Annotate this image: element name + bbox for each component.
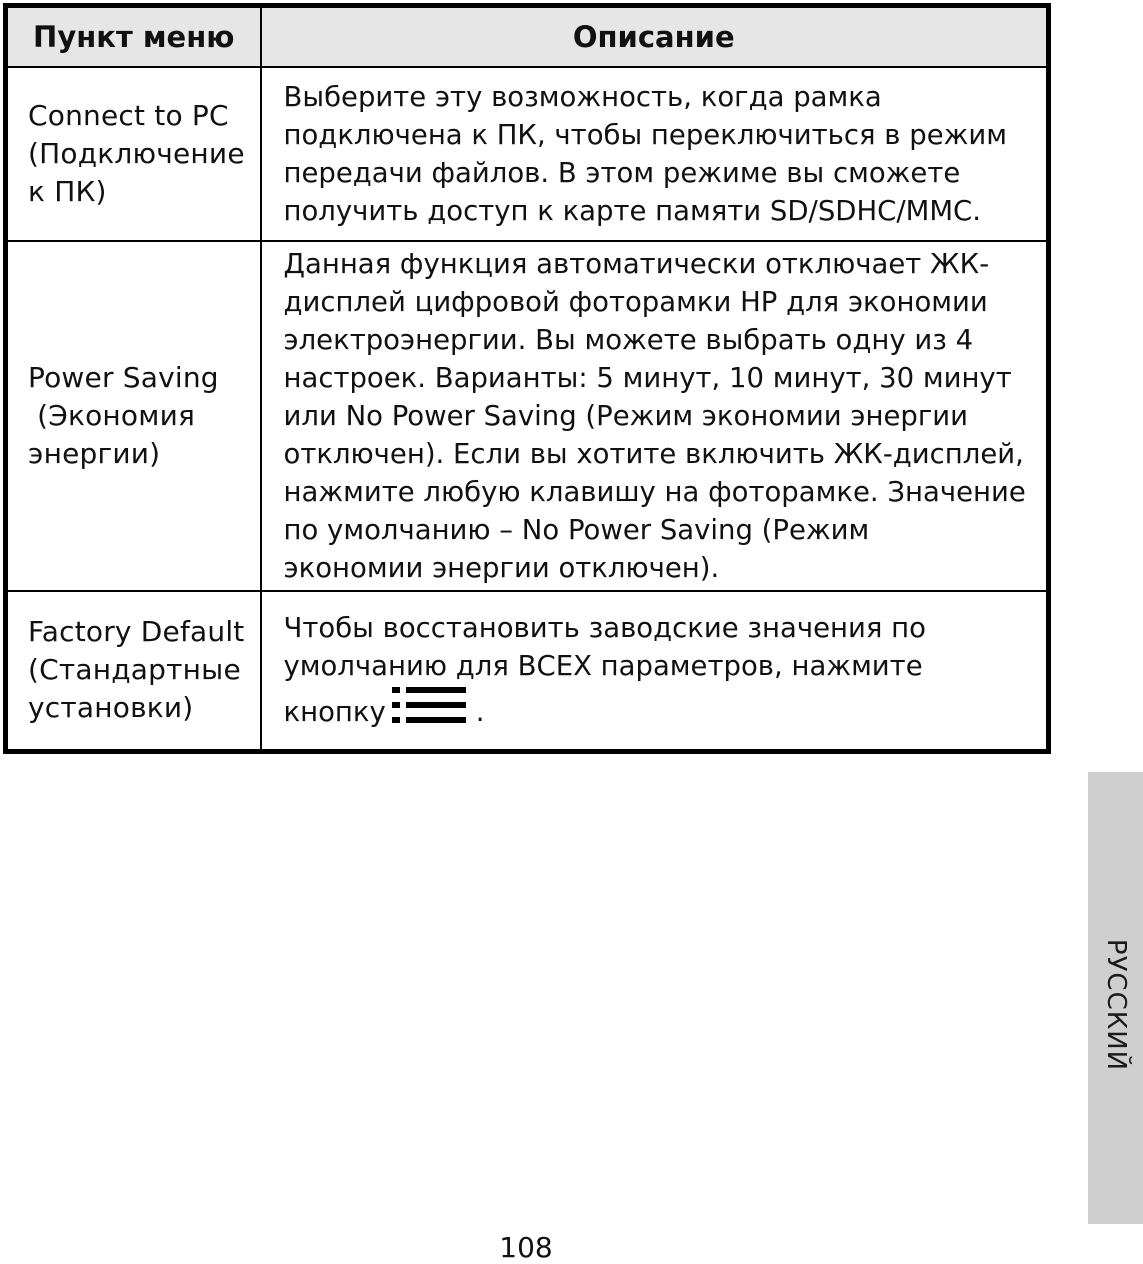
menu-item-cell xyxy=(6,67,261,242)
description-line: Чтобы восстановить заводские значения по xyxy=(283,612,926,645)
table-header-row xyxy=(6,6,1049,67)
header-menu-item: Пункт меню xyxy=(6,6,261,67)
table-row xyxy=(6,591,1049,752)
description-line: по умолчанию – No Power Saving (Режим xyxy=(283,514,870,546)
page-number: 108 xyxy=(499,1231,553,1264)
menu-item-line: к ПК) xyxy=(28,174,107,208)
menu-item-line: (Подключение xyxy=(28,136,245,170)
table-row xyxy=(6,67,1049,242)
description-cell xyxy=(261,67,1049,242)
menu-item-line: (Экономия xyxy=(28,399,196,432)
menu-item-cell xyxy=(6,591,261,752)
description-line: подключена к ПК, чтобы переключиться в режим xyxy=(283,118,1008,151)
description-cell xyxy=(261,591,1049,752)
header-description: Описание xyxy=(261,6,1049,67)
menu-item-line: Connect to PC xyxy=(28,98,229,132)
description-line: экономии энергии отключен). xyxy=(283,552,720,584)
description-line: получить доступ к карте памяти SD/SDHC/MMC. xyxy=(283,194,981,227)
description-line: Выберите эту возможность, когда рамка xyxy=(283,80,882,113)
description-line: электроэнергии. Вы можете выбрать одну из 4 xyxy=(283,324,974,356)
description-line: нажмите любую клавишу на фоторамке. Значение xyxy=(283,476,1026,508)
menu-item-cell xyxy=(6,241,261,591)
description-cell xyxy=(261,241,1049,591)
menu-items-table xyxy=(3,3,1051,754)
menu-item-line: (Стандартные xyxy=(28,653,241,687)
description-line: кнопку xyxy=(283,696,386,729)
description-line: передачи файлов. В этом режиме вы сможете xyxy=(283,156,961,189)
description-line: . xyxy=(475,696,485,729)
description-line: или No Power Saving (Режим экономии энергии xyxy=(283,400,969,432)
menu-item-line: энергии) xyxy=(28,437,161,470)
menu-item-line: установки) xyxy=(28,691,194,725)
description-line: отключен). Если вы хотите включить ЖК-дисплей, xyxy=(283,438,1024,470)
description-line: настроек. Варианты: 5 минут, 10 минут, 30 минут xyxy=(283,362,1012,394)
menu-item-line: Power Saving xyxy=(28,361,219,394)
description-line: дисплей цифровой фоторамки HP для экономии xyxy=(283,286,988,318)
menu-list-icon xyxy=(392,685,468,725)
description-line: Данная функция автоматически отключает ЖК- xyxy=(283,248,990,280)
language-tab-label: РУССКИЙ xyxy=(1101,938,1131,1072)
menu-item-line: Factory Default xyxy=(28,615,245,649)
table-row xyxy=(6,241,1049,591)
description-line: умолчанию для ВСЕХ параметров, нажмите xyxy=(283,650,923,683)
